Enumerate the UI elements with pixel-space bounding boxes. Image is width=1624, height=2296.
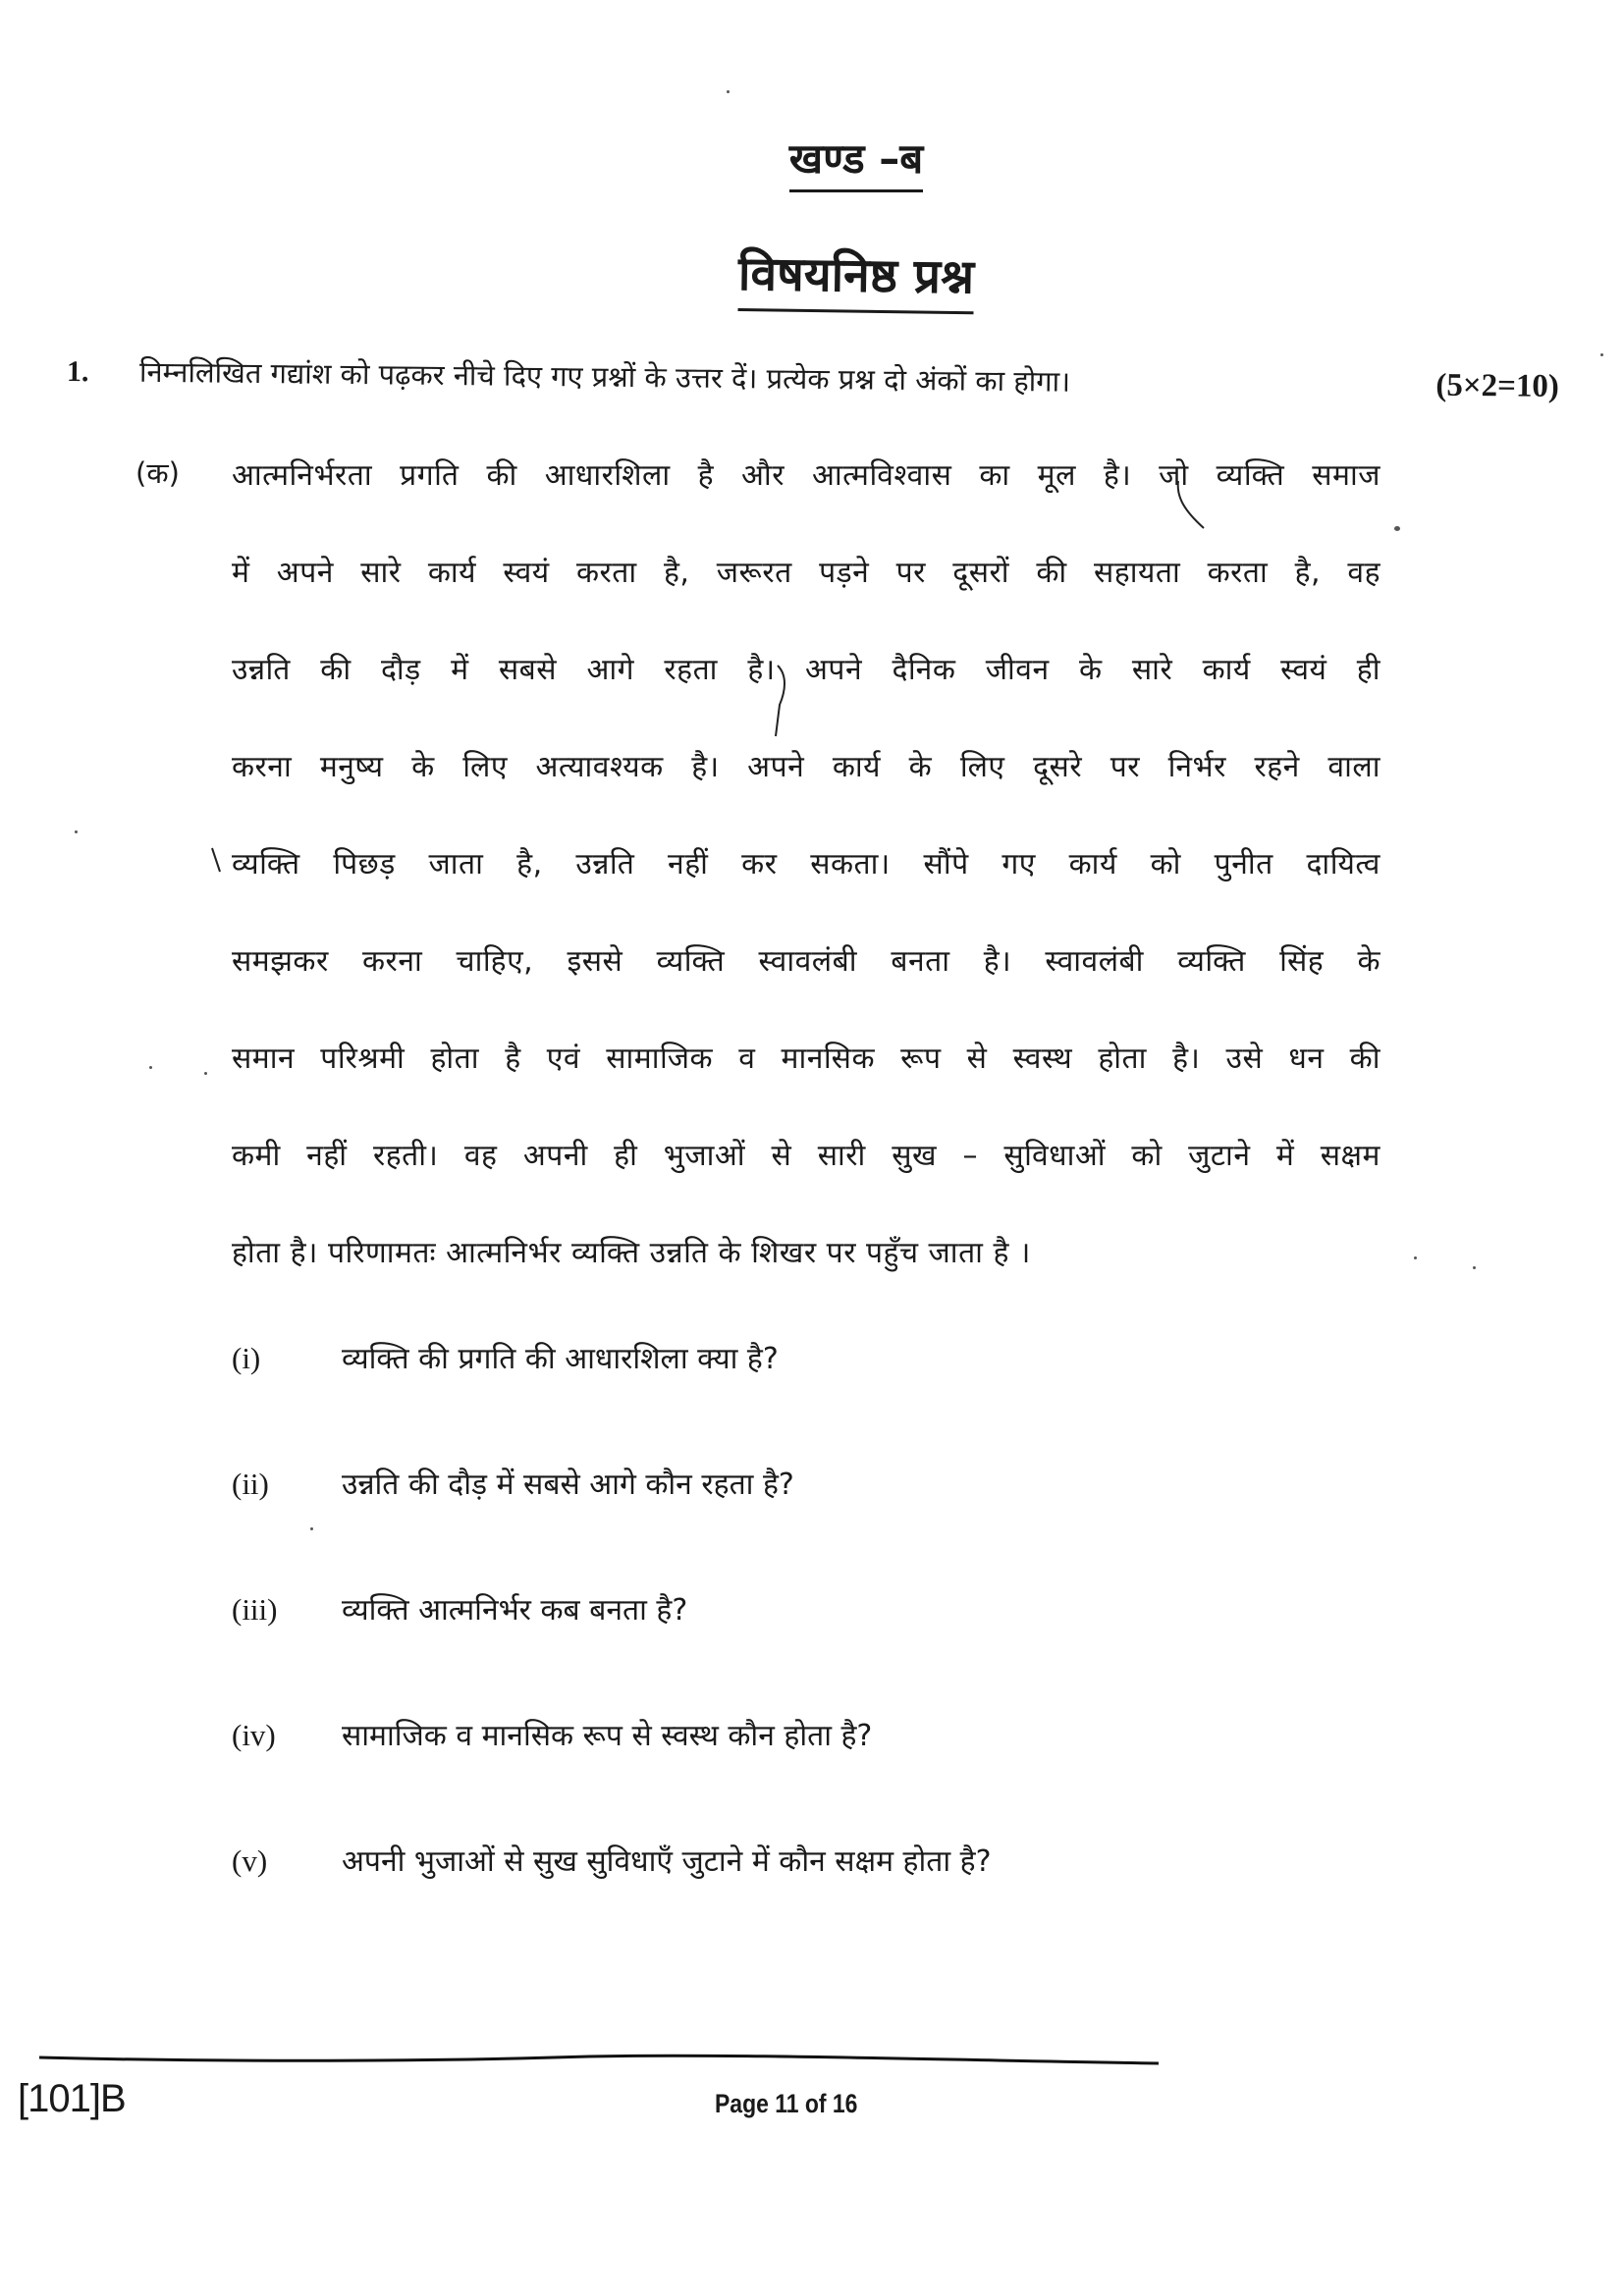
scan-speck — [310, 1527, 313, 1530]
passage-label: (क) — [135, 456, 180, 490]
sub-question-label: (v) — [232, 1843, 268, 1878]
footer-divider — [39, 2054, 1159, 2065]
passage — [232, 454, 1380, 1328]
section-heading-text: खण्ड –ब — [789, 130, 923, 192]
question-number: 1. — [66, 355, 89, 389]
sub-question — [232, 1714, 1312, 1840]
instruction-text: निम्नलिखित गद्यांश को पढ़कर नीचे दिए गए प्रश्नों के उत्तर दें। प्रत्येक प्रश्न दो अंकों का होगा। — [138, 354, 1071, 399]
sub-question-label: (iv) — [232, 1718, 276, 1752]
passage-line: समान परिश्रमी होता है एवं सामाजिक व मानसिक रूप से स्वस्थ होता है। उसे धन की — [232, 1041, 1380, 1076]
pen-mark-icon — [208, 846, 228, 876]
scan-speck — [149, 1066, 152, 1069]
scan-speck — [1600, 353, 1603, 356]
sub-question — [232, 1463, 1312, 1588]
passage-line: होता है। परिणामतः आत्मनिर्भर व्यक्ति उन्नति के शिखर पर पहुँच जाता है । — [232, 1236, 1031, 1270]
page-number: Page 11 of 16 — [715, 2089, 858, 2118]
sub-question-text: अपनी भुजाओं से सुख सुविधाएँ जुटाने में कौन सक्षम होता है? — [342, 1844, 992, 1879]
marks-label: (5×2=10) — [1435, 367, 1560, 404]
section-type-text: विषयनिष्ठ प्रश्न — [737, 240, 974, 314]
sub-question-text: उन्नति की दौड़ में सबसे आगे कौन रहता है? — [342, 1468, 794, 1502]
sub-question-text: व्यक्ति की प्रगति की आधारशिला क्या है? — [342, 1342, 779, 1376]
passage-line: में अपने सारे कार्य स्वयं करता है, जरूरत पड़ने पर दूसरों की सहायता करता है, वह — [232, 556, 1380, 590]
scan-speck — [75, 830, 78, 833]
section-heading — [0, 130, 1624, 192]
sub-question — [232, 1840, 1312, 1965]
passage-line: उन्नति की दौड़ में सबसे आगे रहता है। अपने दैनिक जीवन के सारे कार्य स्वयं ही — [232, 653, 1380, 687]
passage-line: करना मनुष्य के लिए अत्यावश्यक है। अपने कार्य के लिए दूसरे पर निर्भर रहने वाला — [232, 750, 1380, 784]
sub-question — [232, 1588, 1312, 1714]
paper-code: [101]B — [18, 2077, 126, 2120]
sub-question — [232, 1337, 1312, 1463]
scan-speck — [204, 1072, 207, 1075]
passage-line: आत्मनिर्भरता प्रगति की आधारशिला है और आत्मविश्वास का मूल है। जो व्यक्ति समाज — [232, 458, 1380, 493]
sub-question-text: सामाजिक व मानसिक रूप से स्वस्थ कौन होता है? — [342, 1719, 873, 1753]
sub-question-label: (i) — [232, 1341, 261, 1375]
sub-question-label: (iii) — [232, 1592, 278, 1627]
section-type-heading — [0, 230, 1624, 323]
sub-question-text: व्यक्ति आत्मनिर्भर कब बनता है? — [342, 1593, 688, 1628]
passage-line: कमी नहीं रहती। वह अपनी ही भुजाओं से सारी सुख – सुविधाओं को जुटाने में सक्षम — [232, 1139, 1380, 1173]
passage-line: समझकर करना चाहिए, इससे व्यक्ति स्वावलंबी बनता है। स्वावलंबी व्यक्ति सिंह के — [232, 944, 1380, 979]
sub-question-list — [232, 1337, 1312, 1965]
scan-speck — [727, 90, 730, 93]
scan-speck — [1394, 526, 1400, 531]
scan-speck — [1414, 1256, 1417, 1259]
sub-question-label: (ii) — [232, 1467, 269, 1501]
passage-line: व्यक्ति पिछड़ जाता है, उन्नति नहीं कर सकता। सौंपे गए कार्य को पुनीत दायित्व — [232, 847, 1380, 881]
scan-speck — [1473, 1266, 1476, 1269]
question-instruction — [67, 351, 1559, 405]
